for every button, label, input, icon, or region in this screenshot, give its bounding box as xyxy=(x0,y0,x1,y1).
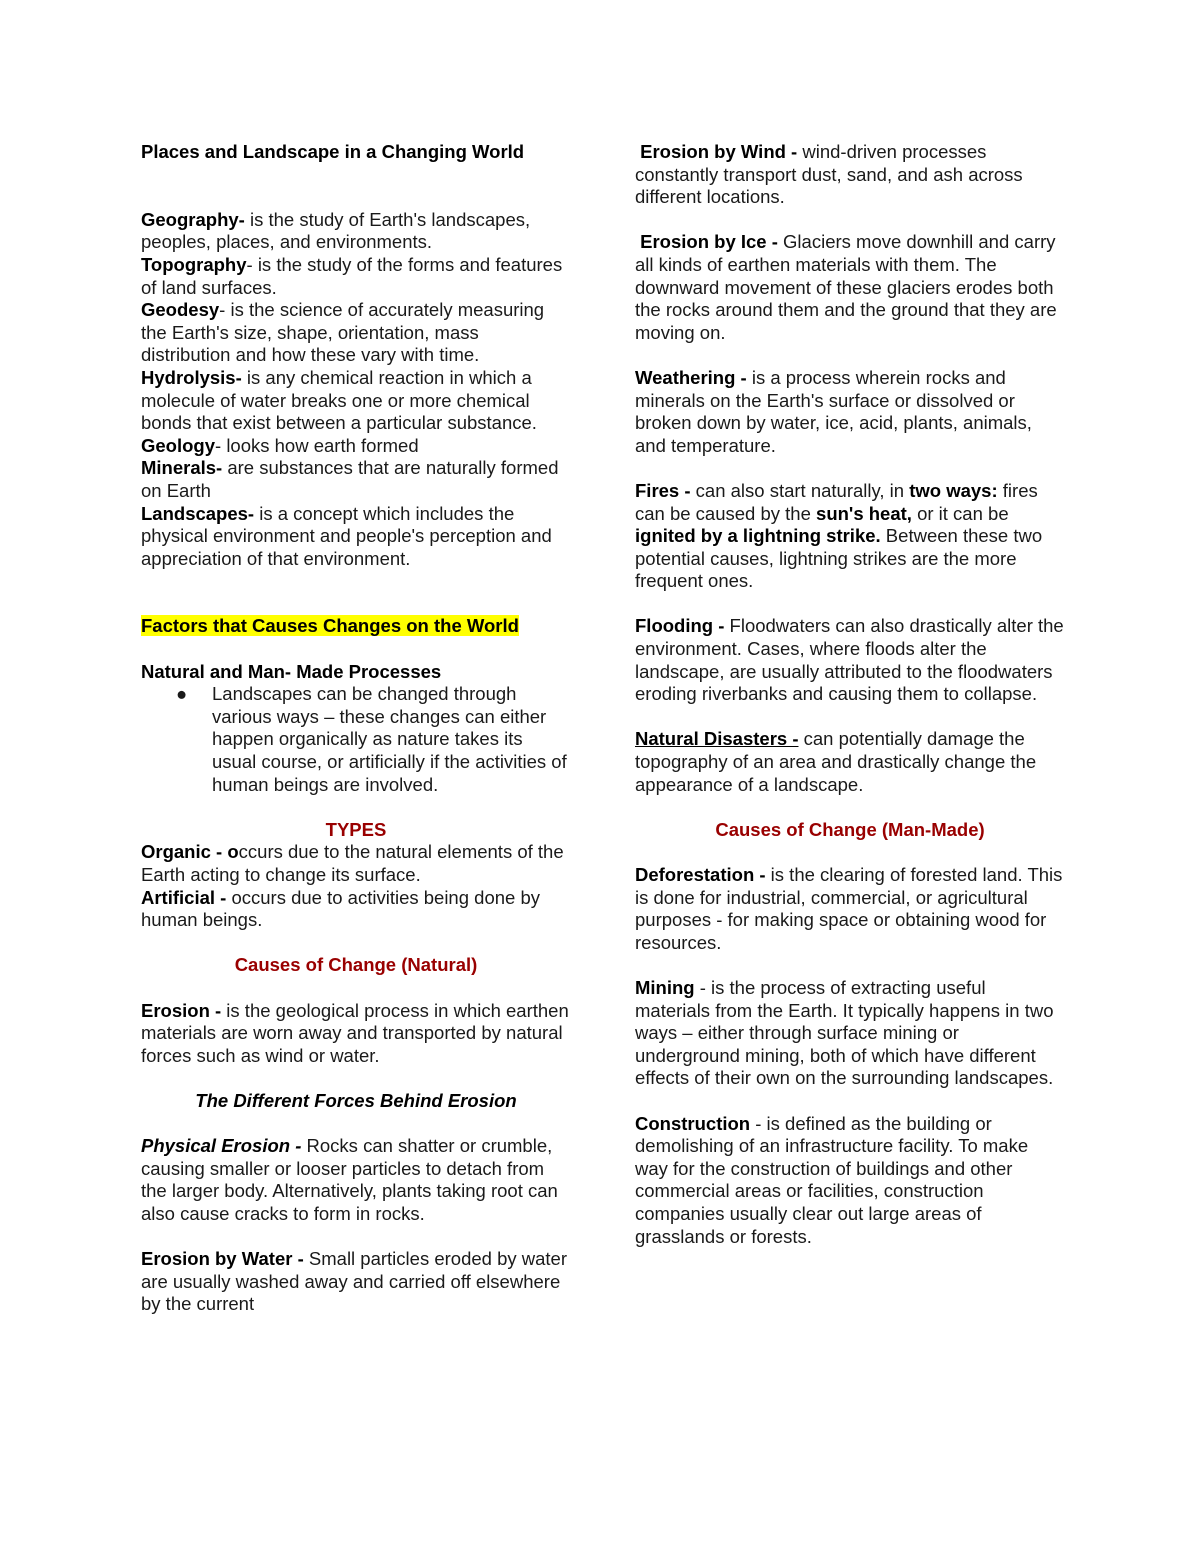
erosion-definition: Erosion - is the geological process in which earthen materials are worn away and transported by natural forces such as wind or water. xyxy=(141,999,569,1066)
erosion-by-wind: Erosion by Wind - wind-driven processes constantly transport dust, sand, and ash across different locations. xyxy=(635,141,1023,208)
definitions-list xyxy=(141,209,571,571)
weathering: Weathering - is a process wherein rocks and minerals on the Earth's surface or dissolved or broken down by water, ice, acid, plants, animals, and temperature. xyxy=(635,366,1032,456)
definition-topography: Topography- is the study of the forms and features of land surfaces. xyxy=(141,253,563,298)
types-heading: TYPES xyxy=(325,818,387,840)
definition-geography: Geography- is the study of Earth's landscapes, peoples, places, and environments. xyxy=(141,208,531,253)
forces-heading: The Different Forces Behind Erosion xyxy=(195,1089,517,1111)
definition-landscapes: Landscapes- is a concept which includes the physical environment and people's perception and appreciation of that environment. xyxy=(141,502,552,569)
processes-heading: Natural and Man- Made Processes xyxy=(141,660,442,682)
physical-erosion: Physical Erosion - Rocks can shatter or crumble, causing smaller or looser particles to detach from the larger body. Alternatively, plants taking root can also cause cracks to form in rocks. xyxy=(141,1135,558,1224)
bullet-icon: ● xyxy=(176,683,188,705)
list-item: ● Landscapes can be changed through various ways – these changes can either happen organically as nature takes its usual course, or artificially if the activities of human beings are involved. xyxy=(176,683,567,795)
construction: Construction - is defined as the building or demolishing of an infrastructure facility. To make way for the construction of buildings and other commercial areas or facilities, construction companies usually clear out large areas of grasslands or forests. xyxy=(635,1112,1029,1247)
right-column xyxy=(635,141,1065,1248)
erosion-by-ice: Erosion by Ice - Glaciers move downhill and carry all kinds of earthen materials with them. The downward movement of these glaciers erodes both the rocks around them and the ground that they are moving on. xyxy=(635,231,1057,343)
erosion-by-water: Erosion by Water - Small particles eroded by water are usually washed away and carried off elsewhere by the current xyxy=(141,1248,567,1315)
fires: Fires - can also start naturally, in two ways: fires can be caused by the sun's heat, or it can be ignited by a lightning strike. Between these two potential causes, lightning strikes are the more frequent ones. xyxy=(635,479,1043,592)
definition-geodesy: Geodesy- is the science of accurately measuring the Earth's size, shape, orientation, mass distribution and how these vary with time. xyxy=(141,299,545,366)
natural-disasters: Natural Disasters - can potentially damage the topography of an area and drastically change the appearance of a landscape. xyxy=(635,728,1037,795)
mining: Mining - is the process of extracting useful materials from the Earth. It typically happens in two ways – either through surface mining or underground mining, both of which have different effects of their own on the surrounding landscapes. xyxy=(635,976,1054,1089)
natural-causes-heading: Causes of Change (Natural) xyxy=(234,954,478,976)
definition-hydrolysis: Hydrolysis- is any chemical reaction in which a molecule of water breaks one or more chemical bonds that exist between a particular substance. xyxy=(141,366,537,434)
type-organic: Organic - occurs due to the natural elements of the Earth acting to change its surface. xyxy=(141,841,564,885)
definition-minerals: Minerals- are substances that are naturally formed on Earth xyxy=(141,457,559,501)
page-title: Places and Landscape in a Changing World xyxy=(141,141,525,162)
processes-list xyxy=(141,683,571,796)
manmade-causes-heading: Causes of Change (Man-Made) xyxy=(715,818,985,840)
deforestation: Deforestation - is the clearing of forested land. This is done for industrial, commercial, or agricultural purposes - for making space or obtaining wood for resources. xyxy=(635,864,1063,953)
factors-heading: Factors that Causes Changes on the World xyxy=(141,615,519,637)
left-column xyxy=(141,141,571,1316)
type-artificial: Artificial - occurs due to activities being done by human beings. xyxy=(141,886,540,931)
definition-geology: Geology- looks how earth formed xyxy=(141,434,419,456)
flooding: Flooding - Floodwaters can also drastically alter the environment. Cases, where floods alter the landscape, are usually attributed to the floodwaters eroding riverbanks and causing them to collapse. xyxy=(635,615,1064,705)
